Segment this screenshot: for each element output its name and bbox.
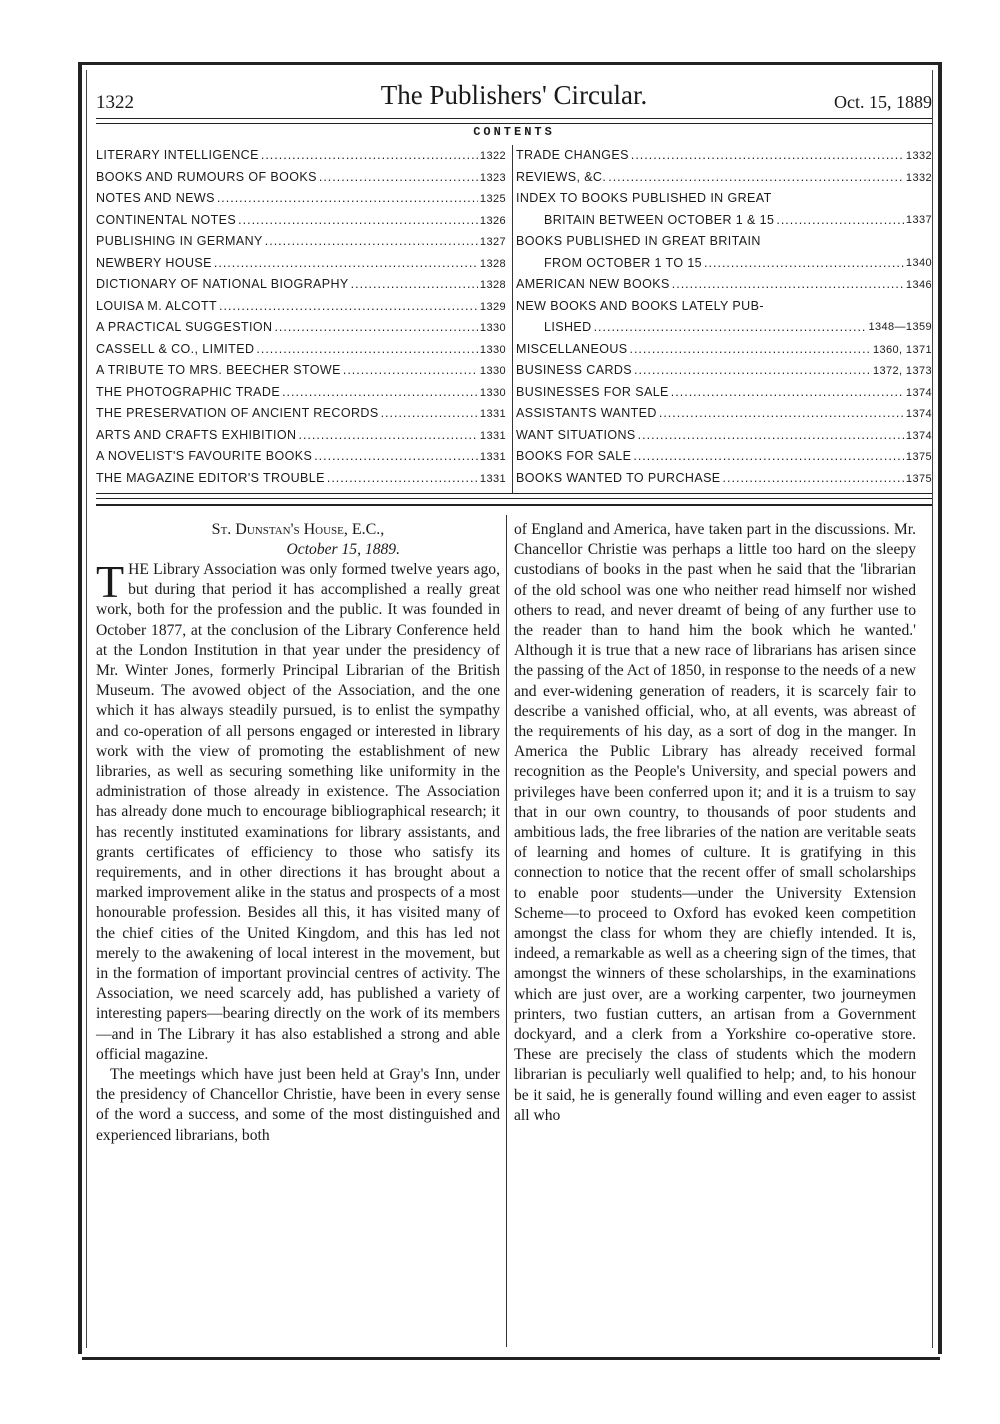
contents-entry-title: BUSINESSES FOR SALE	[516, 384, 669, 399]
contents-entry-title: REVIEWS, &C.	[516, 169, 607, 184]
contents-entry-page: 1328	[479, 257, 506, 270]
dot-leader	[381, 403, 478, 425]
contents-entry-page: 1360, 1371	[872, 343, 932, 356]
issue-date: Oct. 15, 1889	[834, 92, 932, 112]
contents-entry	[516, 167, 932, 189]
contents-entry-title: A PRACTICAL SUGGESTION	[96, 320, 273, 334]
contents-entry-page: 1330	[479, 322, 506, 334]
contents-table	[96, 145, 932, 494]
dot-leader	[265, 231, 478, 253]
contents-entry	[516, 425, 932, 447]
contents-entry	[96, 339, 506, 361]
contents-entry-page: 1330	[479, 365, 506, 377]
contents-entry	[96, 296, 506, 318]
paragraph-text: HE Library Association was only formed twelve years ago, but during that period it has accomplished a really great work, both for the profession and the public. It was founded in October 1877, at the conclusion of the Library Conference held at the London Institution in that year under the presidency of Mr. Winter Jones, formerly Principal Librarian of the British Museum. The avowed object of the Association, and the one which it has always steadily pursued, is to enlist the sympathy and co-operation of all persons engaged or interested in library work with the view of promoting the establishment of new libraries, as well as securing something like uniformity in the administration of those already in existence. The Association has already done much to encourage bibliographical research; it has recently instituted examinations for library assistants, and grants certificates of efficiency to those who satisfy its requirements, and in other directions it has brought about a marked improvement alike in the status and prospects of a most honourable profession. Besides all this, it has visited many of the chief cities of the United Kingdom, and this has led not merely to the awakening of local interest in the movement, but in the formation of important provincial centres of activity. The Association, we need scarcely add, has published a variety of interesting papers—bearing directly on the work of its members—and in The Library it has also established a strong and able official magazine.	[96, 561, 500, 1063]
dateline-place: St. Dunstan's House, E.C.,	[211, 521, 385, 538]
contents-entry-page: 1331	[479, 408, 506, 420]
contents-entry-page: 1330	[479, 386, 506, 399]
contents-entry-title: A TRIBUTE TO MRS. BEECHER STOWE	[96, 363, 341, 377]
contents-entry-title: NOTES AND NEWS	[96, 191, 215, 205]
contents-entry	[96, 188, 506, 210]
contents-entry	[96, 145, 506, 167]
contents-entry	[516, 231, 932, 274]
contents-entry-title: NEWBERY HOUSE	[96, 255, 212, 270]
contents-entry-page: 1323	[479, 171, 506, 184]
contents-entry	[96, 231, 506, 253]
contents-entry-page: 1327	[479, 236, 506, 248]
contents-right-column	[516, 145, 932, 489]
contents-entry	[516, 382, 932, 404]
contents-entry-title: BUSINESS CARDS	[516, 363, 633, 377]
contents-entry	[96, 317, 506, 339]
contents-entry-title: THE PHOTOGRAPHIC TRADE	[96, 384, 281, 399]
dot-leader	[672, 274, 904, 296]
contents-entry	[96, 403, 506, 425]
dot-leader	[217, 188, 478, 210]
dot-leader	[343, 360, 478, 382]
contents-entry	[96, 468, 506, 490]
contents-entry	[516, 360, 932, 382]
contents-entry-title: MISCELLANEOUS	[516, 341, 628, 356]
contents-entry-title: BOOKS PUBLISHED IN GREAT BRITAIN	[516, 234, 761, 248]
contents-entry-title: TRADE CHANGES	[516, 148, 629, 162]
dot-leader	[314, 446, 478, 468]
contents-entry-page: 1331	[479, 451, 506, 463]
contents-entry-page: 1331	[479, 472, 506, 485]
contents-entry	[516, 468, 932, 490]
contents-entry-page: 1329	[479, 300, 506, 313]
contents-entry-page: 1322	[479, 150, 506, 162]
contents-entry-title: BOOKS WANTED TO PURCHASE	[516, 470, 721, 485]
contents-entry	[516, 274, 932, 296]
contents-entry-title: LOUISA M. ALCOTT	[96, 298, 218, 313]
dot-leader	[594, 317, 867, 339]
dot-leader	[629, 339, 870, 361]
dot-leader	[704, 253, 904, 275]
dot-leader	[671, 382, 904, 404]
contents-entry	[96, 425, 506, 447]
contents-entry-page: 1346	[905, 279, 932, 291]
contents-entry-page: 1374	[905, 408, 932, 420]
contents-entry-title: DICTIONARY OF NATIONAL BIOGRAPHY	[96, 277, 349, 291]
article-paragraph	[96, 1065, 500, 1146]
contents-entry-page: 1337	[905, 213, 932, 226]
contents-entry-title: BOOKS FOR SALE	[516, 449, 632, 463]
dateline-date-text: October 15, 1889.	[286, 541, 400, 558]
contents-left-column	[96, 145, 506, 489]
contents-entry-page: 1372, 1373	[872, 365, 932, 377]
paragraph-text: of England and America, have taken part in the discussions. Mr. Chancellor Christie was perhaps a little too hard on the sleepy custodians of books in the past when he said that the 'librarian of the old school was one who neither read himself nor wished others to read, and never dreamt of being of any further use to the reader than to hand him the book which he wanted.' Although it is true that a new race of librarians has arisen since the passing of the Act of 1850, in response to the needs of a new and ever-widening generation of readers, it is scarcely fair to describe a vanished official, who, at all events, was abreast of the requirements of his day, as a sort of dog in the manger. In America the Public Library has already received formal recognition as the People's University, and special powers and privileges have been conferred upon it; and it is a truism to say that in our own country, to thousands of poor students and ambitious lads, the free libraries of the nation are veritable seats of learning and homes of culture. It is gratifying in this connection to notice that the recent offer of small scholarships to enable poor students—under the University Extension Scheme—to proceed to Oxford has evoked keen competition amongst the class for whom they are chiefly intended. It is, indeed, a remarkable as well as a cheering sign of the times, that amongst the winners of these scholarships, in the examinations which are just over, are a working carpenter, two journeymen printers, two fustian cutters, an artisan from a Government dockyard, and a clerk from a Yorkshire co-operative store. These are precisely the class of students which the modern librarian is peculiarly well qualified to help; and, to his honour be it said, he is generally found willing and even eager to assist all who	[514, 521, 916, 1124]
contents-entry-title: NEW BOOKS AND BOOKS LATELY PUB-	[516, 298, 764, 313]
contents-entry-title: ARTS AND CRAFTS EXHIBITION	[96, 427, 297, 442]
paragraph-text: The meetings which have just been held at Gray's Inn, under the presidency of Chancellor Christie, have been in every sense of the word a success, and some of the most distinguished and experienced librarians, both	[96, 1066, 500, 1144]
contents-entry	[96, 274, 506, 296]
dot-leader	[274, 317, 477, 339]
contents-entry	[516, 145, 932, 167]
contents-entry-title: LITERARY INTELLIGENCE	[96, 148, 259, 162]
dateline-date	[96, 540, 500, 560]
contents-entry	[96, 382, 506, 404]
dot-leader	[776, 210, 904, 232]
contents-entry-page: 1330	[479, 343, 506, 356]
dot-leader	[659, 403, 904, 425]
contents-entry-title: AMERICAN NEW BOOKS	[516, 277, 670, 291]
contents-heading: CONTENTS	[473, 125, 555, 139]
inner-rule-left	[86, 70, 87, 1348]
contents-entry-page: 1331	[479, 429, 506, 442]
page-number: 1322	[96, 92, 134, 113]
running-header	[96, 80, 932, 116]
contents-entry-title: ASSISTANTS WANTED	[516, 406, 657, 420]
dot-leader	[723, 468, 904, 490]
dot-leader	[219, 296, 478, 318]
header-rule	[96, 118, 932, 124]
contents-entry	[96, 167, 506, 189]
contents-entry-title: WANT SITUATIONS	[516, 427, 636, 442]
dot-leader	[298, 425, 477, 447]
contents-entry	[516, 296, 932, 339]
contents-entry	[516, 446, 932, 468]
inner-rule-right	[932, 70, 933, 1348]
contents-entry	[96, 253, 506, 275]
contents-entry	[516, 188, 932, 231]
contents-entry	[96, 360, 506, 382]
article-paragraph	[514, 520, 916, 1126]
drop-cap: T	[96, 556, 125, 607]
article-paragraph	[96, 556, 500, 1065]
contents-entry-title: CASSELL & CO., LIMITED	[96, 341, 255, 356]
dot-leader	[238, 210, 478, 232]
dot-leader	[634, 360, 871, 382]
dot-leader	[282, 382, 478, 404]
contents-entry-title: BOOKS AND RUMOURS OF BOOKS	[96, 169, 317, 184]
dot-leader	[633, 446, 904, 468]
contents-entry-page: 1328	[479, 279, 506, 291]
contents-entry	[96, 446, 506, 468]
contents-entry	[516, 403, 932, 425]
contents-entry-title-continued: FROM OCTOBER 1 TO 15	[544, 255, 703, 270]
dot-leader	[319, 167, 478, 189]
contents-entry-title: PUBLISHING IN GERMANY	[96, 234, 263, 248]
article-right-column	[514, 520, 916, 1126]
contents-entry-page: 1332	[905, 150, 932, 162]
contents-column-divider	[512, 145, 513, 493]
section-divider	[96, 498, 932, 506]
contents-entry-title: INDEX TO BOOKS PUBLISHED IN GREAT	[516, 191, 772, 205]
journal-title: The Publishers' Circular.	[380, 80, 648, 110]
contents-entry-title-continued: BRITAIN BETWEEN OCTOBER 1 & 15	[544, 212, 775, 227]
dot-leader	[351, 274, 478, 296]
contents-entry-page: 1374	[905, 386, 932, 399]
contents-entry-page: 1325	[479, 193, 506, 205]
contents-entry-title: THE MAGAZINE EDITOR'S TROUBLE	[96, 470, 325, 485]
contents-entry	[516, 339, 932, 361]
dot-leader	[327, 468, 478, 490]
contents-entry-page: 1375	[905, 472, 932, 485]
contents-entry-page: 1326	[479, 214, 506, 227]
dot-leader	[631, 145, 904, 167]
contents-entry-page: 1332	[905, 171, 932, 184]
contents-entry-title-continued: LISHED	[544, 320, 592, 334]
contents-entry-page: 1348—1359	[868, 321, 932, 333]
contents-entry-page: 1375	[905, 451, 932, 463]
dot-leader	[261, 145, 478, 167]
dot-leader	[608, 167, 904, 189]
dot-leader	[214, 253, 478, 275]
contents-entry-title: THE PRESERVATION OF ANCIENT RECORDS	[96, 406, 379, 420]
contents-entry-title: A NOVELIST'S FAVOURITE BOOKS	[96, 449, 313, 463]
contents-entry-page: 1340	[905, 256, 932, 269]
contents-entry-page: 1374	[905, 429, 932, 442]
contents-entry	[96, 210, 506, 232]
dot-leader	[256, 339, 478, 361]
article-column-rule	[506, 515, 507, 1347]
contents-entry-title: CONTINENTAL NOTES	[96, 212, 237, 227]
article-left-column	[96, 520, 500, 1146]
dot-leader	[638, 425, 904, 447]
